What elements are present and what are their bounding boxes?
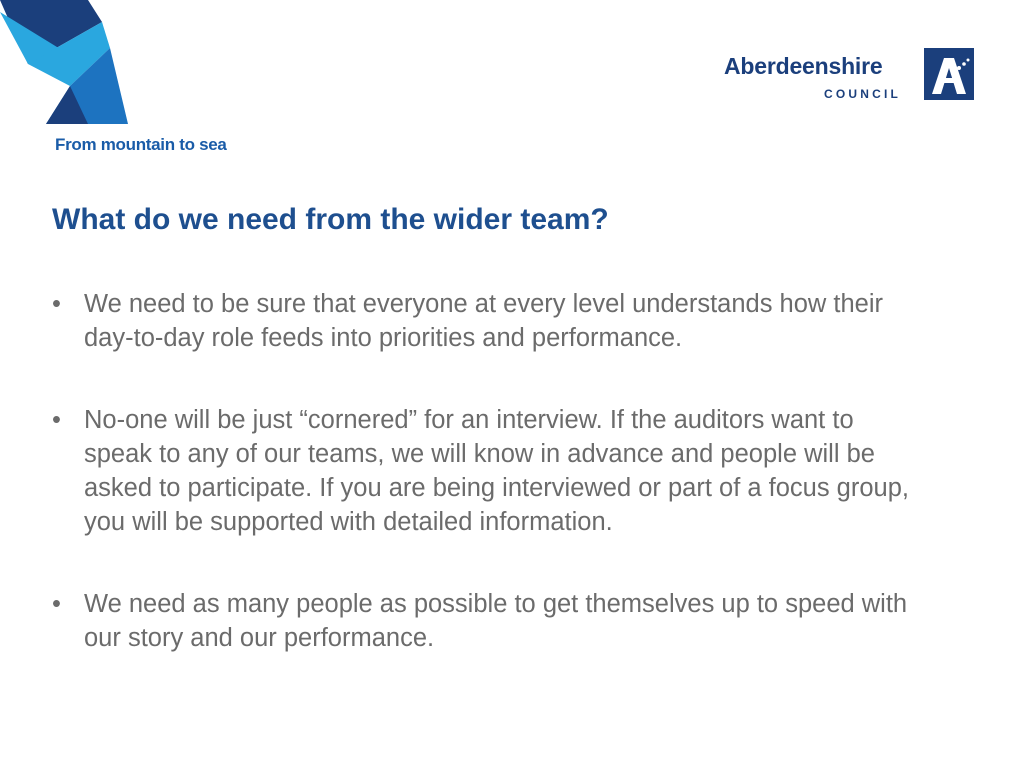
bullet-marker: • xyxy=(52,590,61,618)
logo-name: Aberdeenshire xyxy=(724,53,883,79)
blue-triangles-graphic-icon xyxy=(0,0,140,130)
tagline: From mountain to sea xyxy=(55,135,227,154)
bullet-marker: • xyxy=(52,406,61,434)
bullet-item xyxy=(52,403,912,539)
bullet-text: We need as many people as possible to get themselves up to speed with our story and our performance. xyxy=(84,590,908,652)
slide-title: What do we need from the wider team? xyxy=(52,203,609,236)
bullet-item xyxy=(52,587,912,655)
logo-subtitle: COUNCIL xyxy=(824,87,902,101)
bullet-list xyxy=(52,287,912,703)
bullet-item xyxy=(52,287,912,355)
aberdeenshire-a-mark-icon xyxy=(924,48,974,100)
bullet-marker: • xyxy=(52,290,61,318)
council-logo xyxy=(724,48,976,104)
bullet-text: We need to be sure that everyone at every level understands how their day-to-day role feeds into priorities and performance. xyxy=(84,290,884,352)
bullet-text: No-one will be just “cornered” for an interview. If the auditors want to speak to any of our teams, we will know in advance and people will be asked to participate. If you are being interviewed or part of a focus group, you will be supported with detailed information. xyxy=(84,406,909,536)
